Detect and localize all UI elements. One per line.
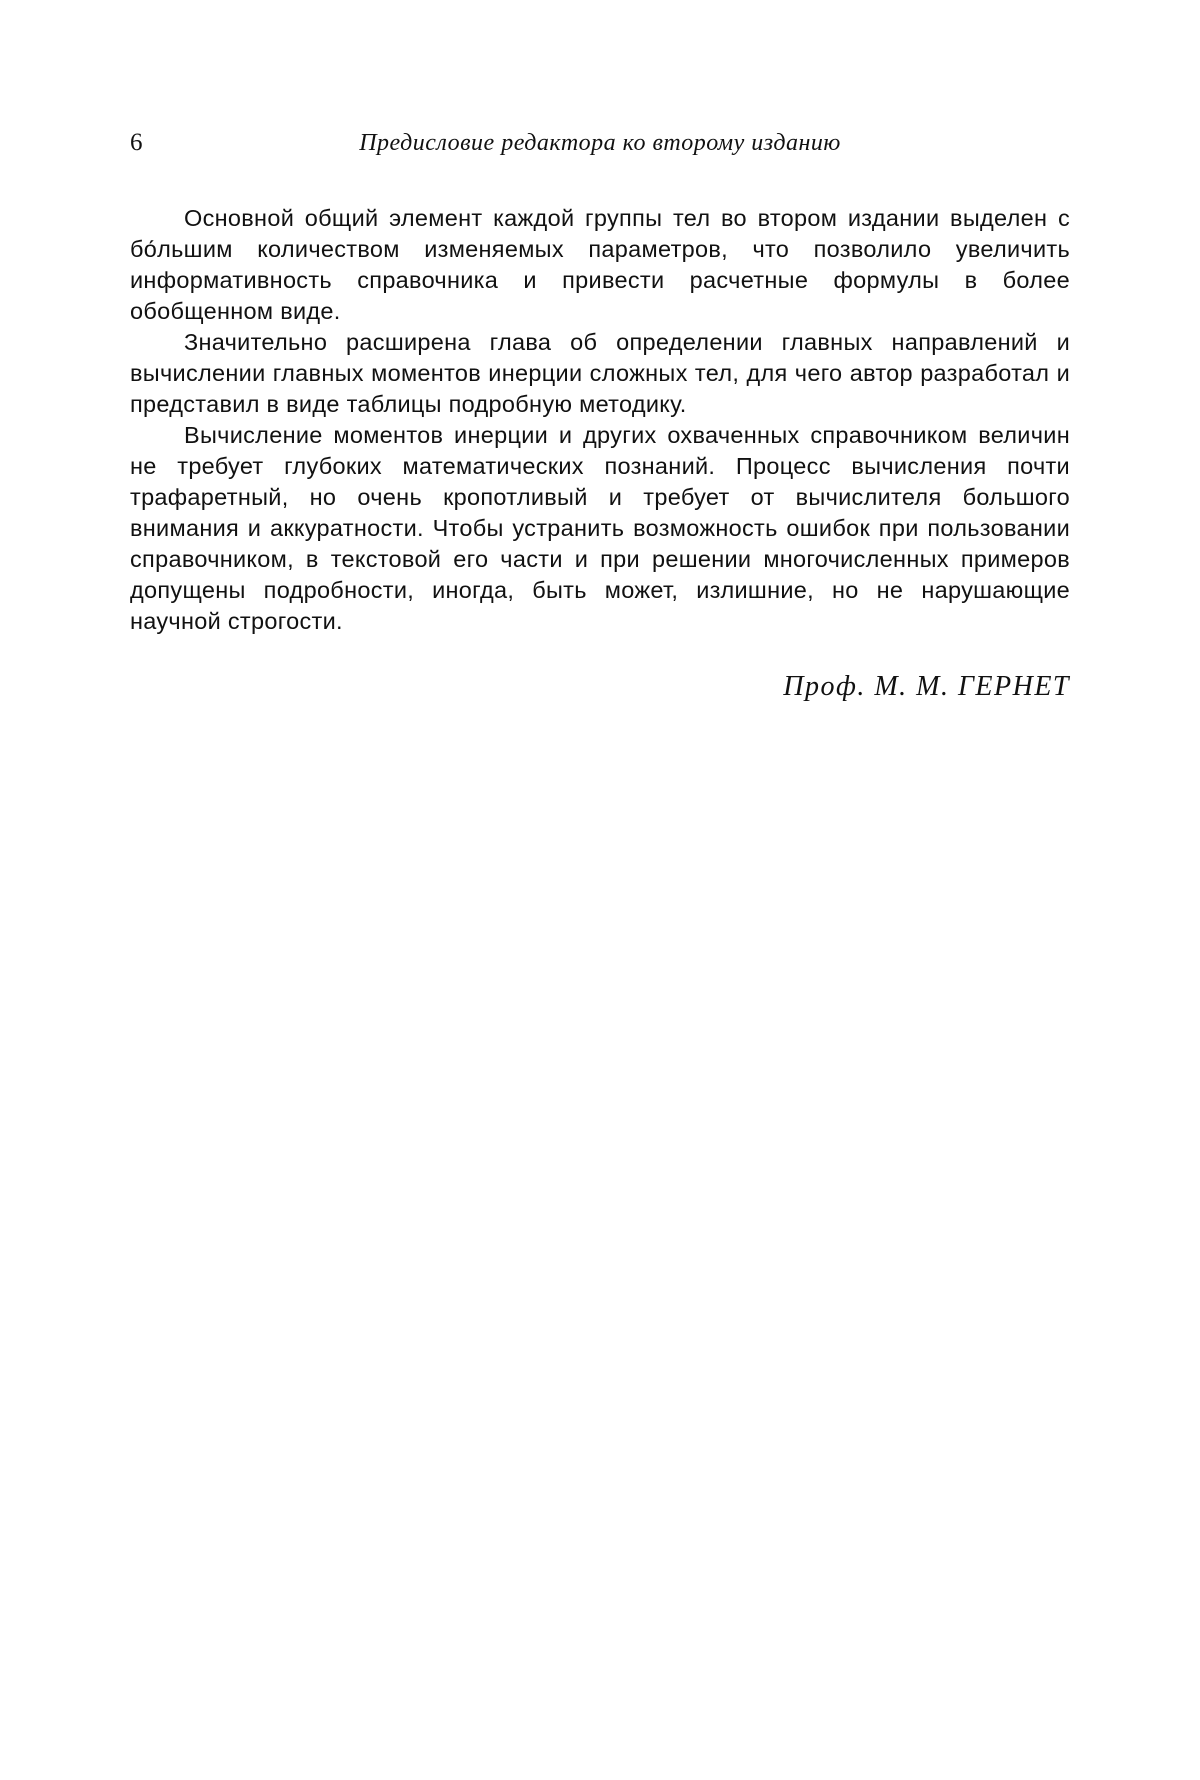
page-header <box>130 128 1070 164</box>
paragraph-1: Основной общий элемент каждой группы тел во втором издании выделен с бо́льшим количеством изменяемых параметров, что позволило увеличить информативность справочника и привести расчетные формулы в более обобщенном виде. <box>130 205 1070 324</box>
running-title: Предисловие редактора ко второму изданию <box>359 130 841 156</box>
preface-body <box>130 203 1070 637</box>
paragraph-3: Вычисление моментов инерции и других охваченных справочником величин не требует глубоких математических познаний. Процесс вычисления почти трафаретный, но очень кропотливый и требует от вычислителя большого внимания и аккуратности. Чтобы устранить возможность ошибок при пользовании справочником, в текстовой его части и при решении многочисленных примеров допущены подробности, иногда, быть может, излишние, но не нарушающие научной строгости. <box>130 422 1070 634</box>
paragraph-2: Значительно расширена глава об определении главных направлений и вычислении главных моментов инерции сложных тел, для чего автор разработал и представил в виде таблицы подробную методику. <box>130 329 1070 417</box>
page-number: 6 <box>130 129 143 156</box>
author-signature: Проф. М. М. ГЕРНЕТ <box>783 671 1070 702</box>
